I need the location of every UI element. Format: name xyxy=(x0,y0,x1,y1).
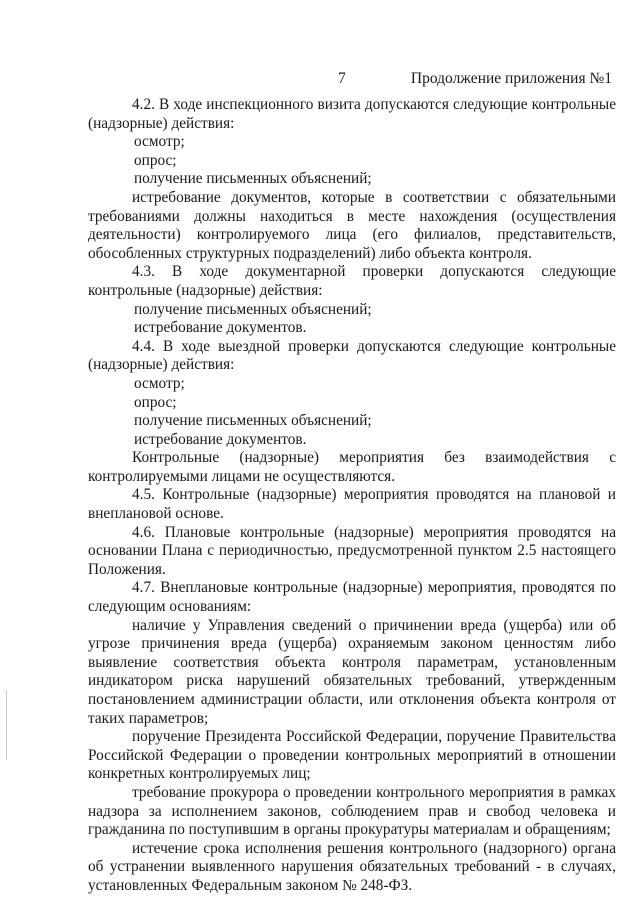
basis-item: поручение Президента Российской Федерации, поручение Правительства Российской Федерации о проведении контрольных мероприятий в отношении конкретных контролируемых лиц; xyxy=(88,728,616,783)
scan-margin-line xyxy=(6,690,7,760)
list-item-long: истребование документов, которые в соответствии с обязательными требованиями должны находиться в месте нахождения (осуществления деятельности) контролируемого лица (его филиалов, представительств, обособленных структурных подразделений) либо объекта контроля. xyxy=(88,188,616,262)
list-item: осмотр; xyxy=(134,374,185,392)
basis-item: истечение срока исполнения решения контрольного (надзорного) органа об устранении выявленного нарушения обязательных требований - в случаях, установленных Федеральным законом № 248-ФЗ. xyxy=(88,839,616,894)
document-body xyxy=(88,96,616,896)
list-item: получение письменных объяснений; xyxy=(134,412,372,430)
paragraph-4-7: 4.7. Внеплановые контрольные (надзорные) мероприятия, проводятся по следующим основаниям: xyxy=(88,579,616,616)
paragraph-4-4: 4.4. В ходе выездной проверки допускаются следующие контрольные (надзорные) действия: xyxy=(88,337,616,374)
list-item: истребование документов. xyxy=(134,430,307,448)
list-item: опрос; xyxy=(134,393,177,411)
list-item: получение письменных объяснений; xyxy=(134,170,372,188)
paragraph-no-interaction: Контрольные (надзорные) мероприятия без взаимодействия с контролируемыми лицами не осуществляются. xyxy=(88,449,616,485)
paragraph-4-2: 4.2. В ходе инспекционного визита допускаются следующие контрольные (надзорные) действия: xyxy=(88,96,616,132)
annex-caption: Продолжение приложения №1 xyxy=(410,70,612,87)
paragraph-4-3: 4.3. В ходе документарной проверки допускаются следующие контрольные (надзорные) действия: xyxy=(88,263,616,299)
basis-item: наличие у Управления сведений о причинении вреда (ущерба) или об угрозе причинения вреда (ущерба) охраняемым законом ценностям либо выявление соответствия объекта контроля параметрам, установленным индикатором риска нарушений обязательных требований, утвержденным постановлением администрации области, или отклонения объекта контроля от таких параметров; xyxy=(88,616,616,727)
paragraph-4-6: 4.6. Плановые контрольные (надзорные) мероприятия проводятся на основании Плана с периодичностью, предусмотренной пунктом 2.5 настоящего Положения. xyxy=(88,523,616,578)
list-item: получение письменных объяснений; xyxy=(134,300,372,318)
list-item: истребование документов. xyxy=(134,319,307,337)
list-item: опрос; xyxy=(134,151,177,169)
page-header xyxy=(0,70,640,92)
basis-item: требование прокурора о проведении контрольного мероприятия в рамках надзора за исполнением законов, соблюдением прав и свобод человека и гражданина по поступившим в органы прокуратуры материалам и обращениям; xyxy=(88,783,616,839)
paragraph-4-5: 4.5. Контрольные (надзорные) мероприятия проводятся на плановой и внеплановой основе. xyxy=(88,486,616,523)
page-number: 7 xyxy=(338,70,346,87)
list-item: осмотр; xyxy=(134,133,185,151)
